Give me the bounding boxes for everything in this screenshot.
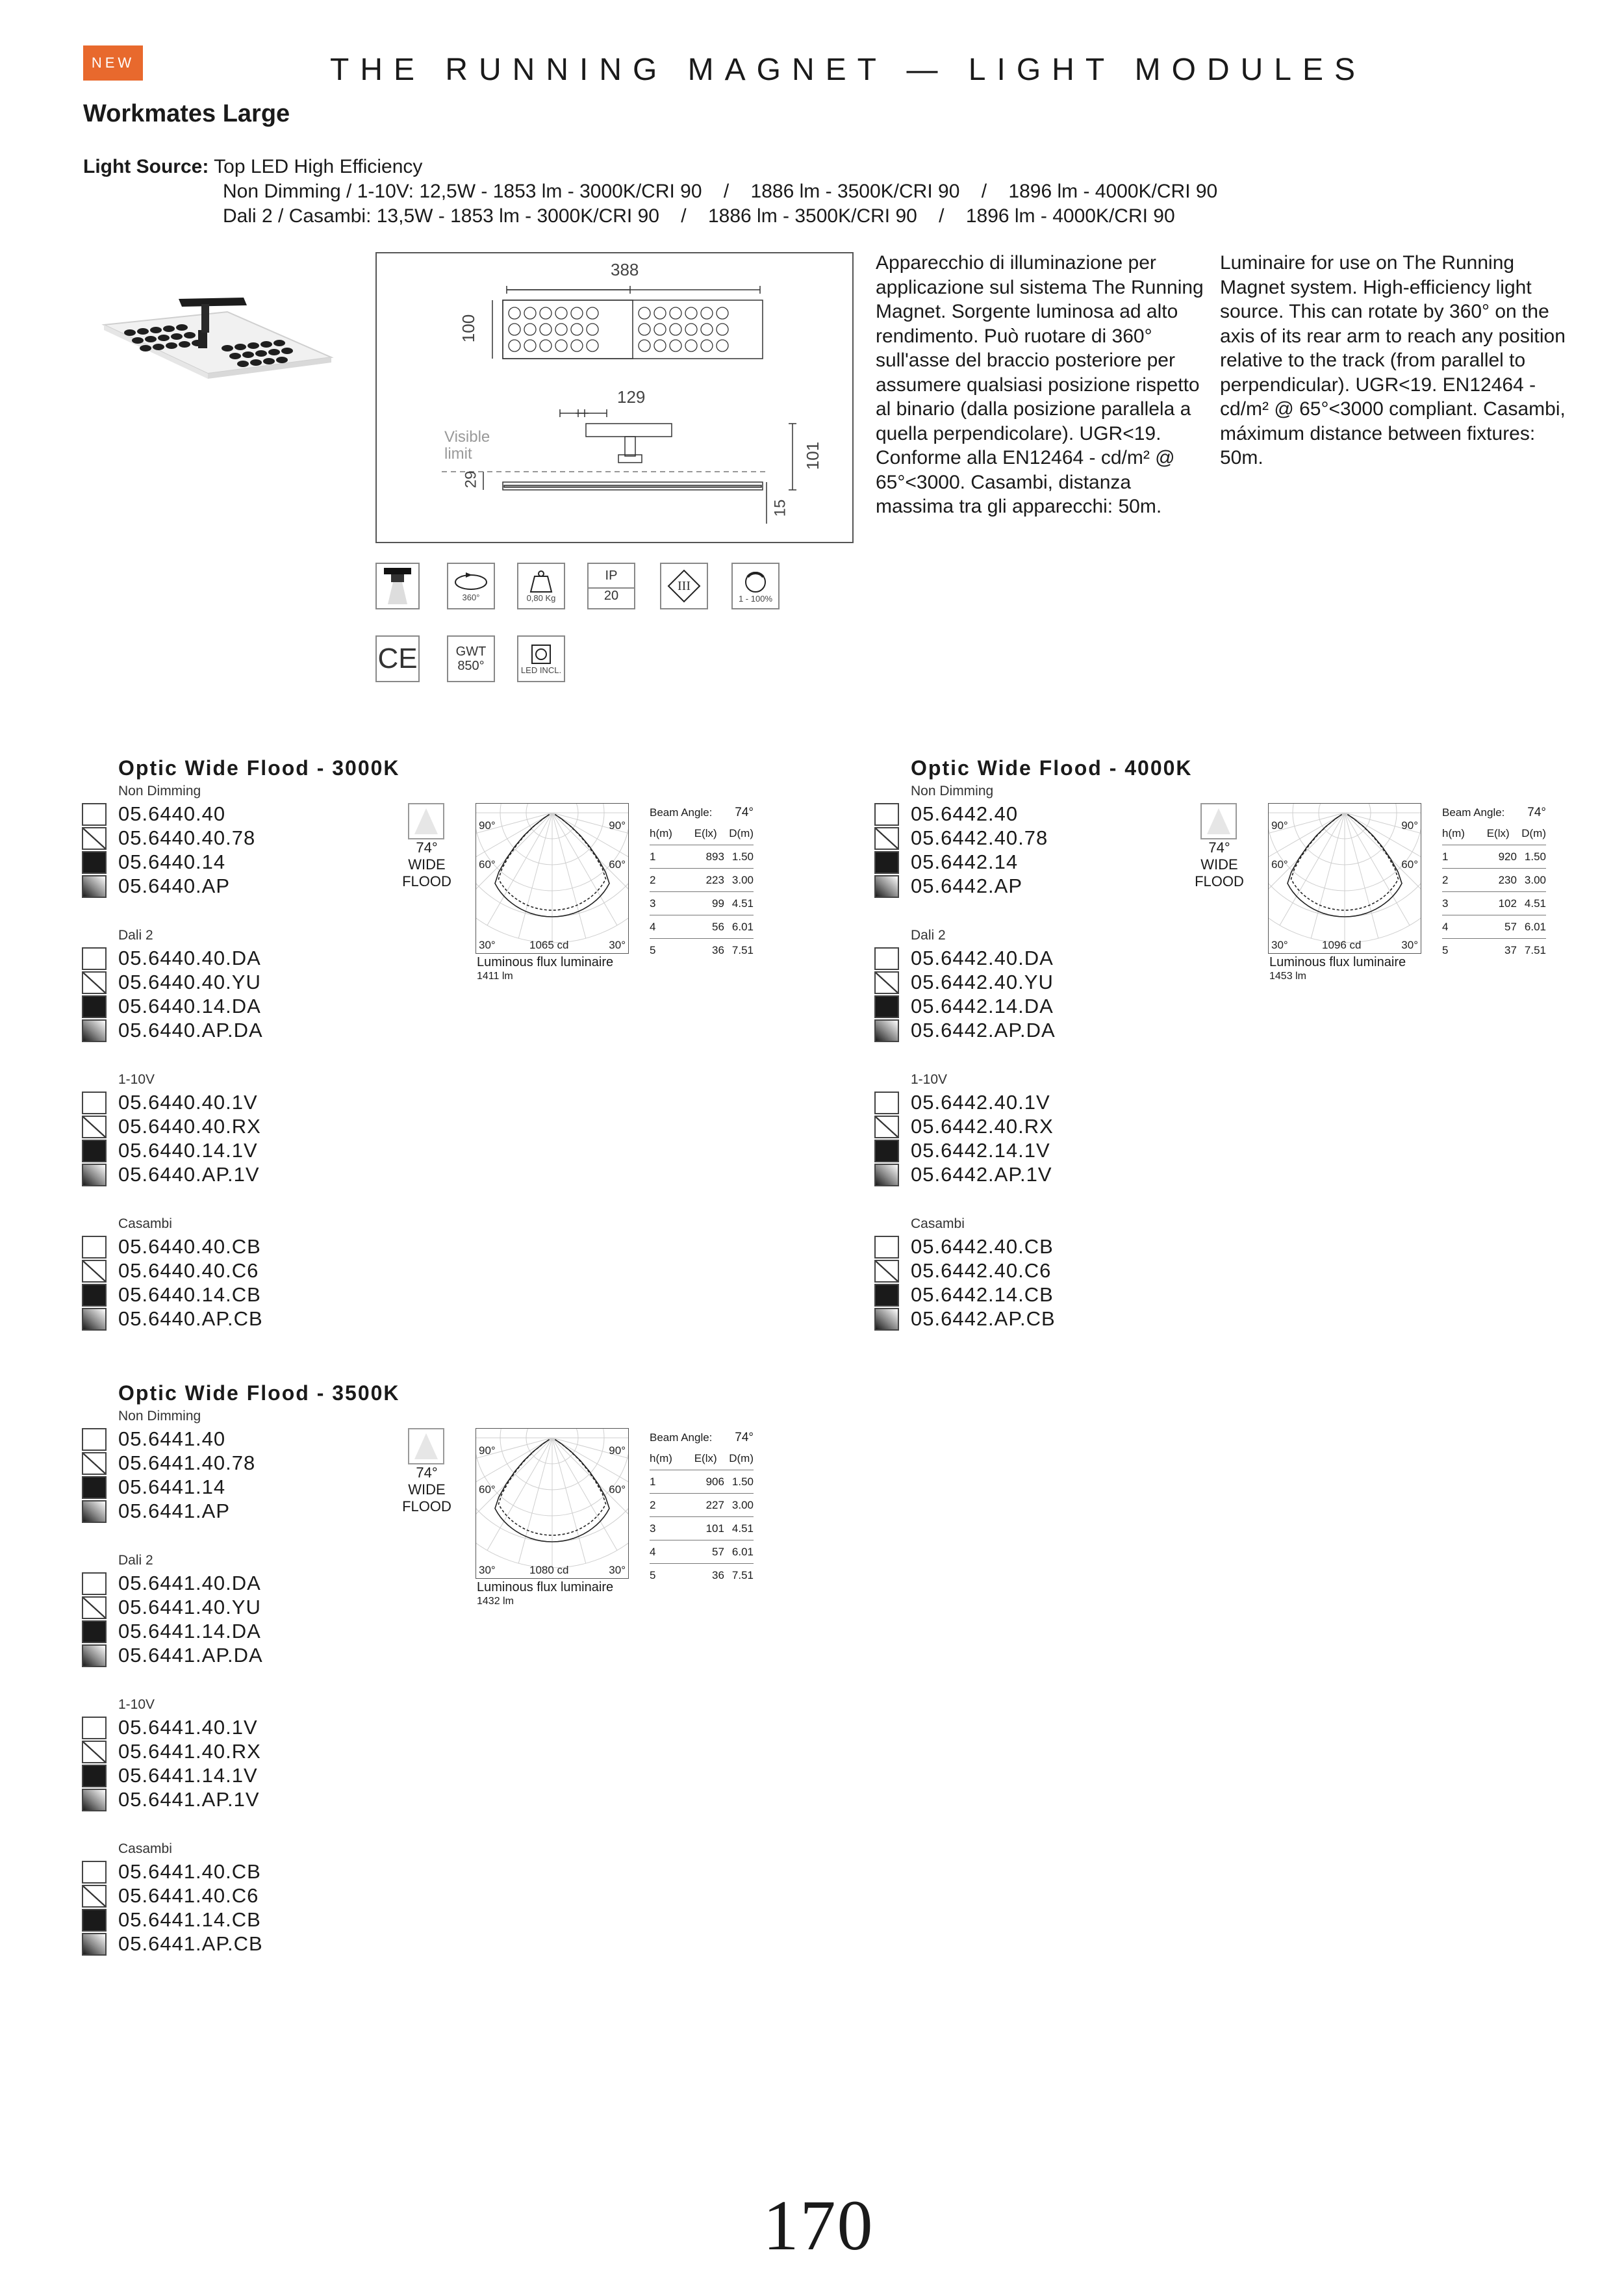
light-source-line-3: Dali 2 / Casambi: 13,5W - 1853 lm - 3000K/CRI 90 / 1886 lm - 3500K/CRI 90 / 1896 lm - 4000K/CRI 90 — [223, 205, 1175, 227]
visible-limit-label: Visible limit — [444, 428, 490, 463]
dimming-icon: 1 - 100% — [731, 563, 780, 609]
polar-diagram: 90° 90° 60° 60° 30° 30° 1065 cd — [476, 803, 629, 954]
table-cell: 4 — [650, 1540, 687, 1564]
group-label: Non Dimming — [118, 1409, 201, 1424]
product-code: 05.6442.40.RX — [911, 1115, 1054, 1138]
table-cell: E(lx) — [687, 823, 724, 845]
finish-swatch-diagonal — [874, 827, 899, 850]
finish-swatch-black — [82, 1909, 107, 1932]
finish-swatch-black — [874, 995, 899, 1018]
product-code: 05.6440.40.78 — [118, 826, 256, 849]
table-cell: D(m) — [724, 1448, 754, 1470]
gwt-icon: GWT 850° — [447, 635, 495, 682]
photometric-table — [650, 803, 754, 962]
product-code: 05.6440.14.DA — [118, 995, 261, 1017]
peak-intensity: 1065 cd — [529, 939, 569, 951]
finish-swatch-black — [874, 1140, 899, 1162]
product-code: 05.6440.14 — [118, 850, 226, 873]
dim-15: 15 — [771, 499, 789, 517]
finish-swatch-gradient — [82, 1164, 107, 1186]
product-code: 05.6442.14 — [911, 850, 1019, 873]
group-label: Non Dimming — [911, 784, 994, 798]
ip-label: IP — [605, 568, 618, 583]
finish-swatch-black — [82, 995, 107, 1018]
finish-swatch-gradient — [82, 1019, 107, 1042]
table-cell: 1 — [650, 1470, 687, 1494]
table-cell: D(m) — [1517, 823, 1546, 845]
product-code: 05.6440.40.C6 — [118, 1259, 259, 1282]
led-included-icon: LED INCL. — [517, 635, 565, 682]
beam-angle-icon — [408, 803, 444, 839]
table-cell: 3.00 — [1517, 869, 1546, 892]
product-code: 05.6441.14.DA — [118, 1620, 261, 1642]
table-cell: 74° — [735, 1431, 754, 1444]
finish-swatch-diagonal — [82, 1260, 107, 1283]
peak-intensity: 1080 cd — [529, 1564, 569, 1576]
page-title: THE RUNNING MAGNET — LIGHT MODULES — [330, 53, 1366, 87]
description-english: Luminaire for use on The Running Magnet system. High-efficiency light source. This can rotate by 360° on the axis of its rear arm to reach any position relative to the track (from parallel to perpendicular). UGR<19. EN12464 - cd/m² @ 65°<3000 compliant. Casambi, máximum distance between fixtures: 50m. — [1220, 252, 1566, 468]
finish-swatch-white — [82, 1236, 107, 1258]
table-cell: 101 — [687, 1517, 724, 1540]
finish-swatch-gradient — [82, 1789, 107, 1811]
product-code: 05.6440.40.1V — [118, 1091, 258, 1114]
table-cell: 223 — [687, 869, 724, 892]
dim-arm: 129 — [617, 387, 646, 407]
group-label: Dali 2 — [118, 928, 153, 943]
product-code: 05.6440.AP — [118, 875, 231, 897]
product-code: 05.6442.AP — [911, 875, 1023, 897]
finish-swatch-black — [82, 1765, 107, 1787]
beam-angle-text: 74° WIDE FLOOD — [1195, 839, 1244, 889]
table-cell: 5 — [650, 1568, 656, 1581]
table-cell: 4 — [1442, 915, 1479, 939]
new-badge: NEW — [83, 45, 143, 81]
dim-width: 388 — [611, 260, 639, 279]
table-cell: 4.51 — [724, 892, 754, 915]
finish-swatch-diagonal — [874, 971, 899, 994]
finish-swatch-diagonal — [82, 971, 107, 994]
flux-value: 1453 lm — [1269, 971, 1306, 982]
flux-value: 1432 lm — [477, 1596, 514, 1607]
table-cell: 6.01 — [724, 1540, 754, 1564]
product-code: 05.6441.14 — [118, 1476, 226, 1498]
finish-swatch-diagonal — [82, 1741, 107, 1763]
finish-swatch-diagonal — [82, 1116, 107, 1138]
product-code: 05.6441.AP — [118, 1500, 231, 1522]
finish-swatch-black — [874, 1284, 899, 1307]
beam-angle-text: 74° WIDE FLOOD — [402, 839, 451, 889]
section-title: Optic Wide Flood - 4000K — [911, 756, 1193, 780]
group-label: Casambi — [118, 1841, 172, 1856]
table-cell: 3.00 — [724, 1494, 754, 1517]
finish-swatch-diagonal — [82, 1885, 107, 1908]
table-cell: 56 — [687, 915, 724, 939]
product-code: 05.6442.14.CB — [911, 1283, 1054, 1306]
light-source-label: Light Source: — [83, 156, 209, 177]
group-label: 1-10V — [118, 1072, 155, 1087]
polar-diagram: 90° 90° 60° 60° 30° 30° 1080 cd — [476, 1428, 629, 1579]
product-code: 05.6441.AP.DA — [118, 1644, 263, 1667]
product-code: 05.6442.14.DA — [911, 995, 1054, 1017]
finish-swatch-black — [82, 1284, 107, 1307]
page-number: 170 — [763, 2186, 874, 2265]
finish-swatch-gradient — [874, 1019, 899, 1042]
table-cell: 7.51 — [731, 943, 754, 956]
table-cell: Beam Angle: — [1442, 806, 1505, 819]
finish-swatch-black — [82, 851, 107, 874]
finish-swatch-black — [874, 851, 899, 874]
product-code: 05.6441.40.78 — [118, 1451, 256, 1474]
photometric-table — [650, 1428, 754, 1587]
product-code: 05.6442.AP.CB — [911, 1307, 1056, 1330]
product-code: 05.6440.14.1V — [118, 1139, 258, 1162]
light-source-line-1 — [83, 155, 422, 179]
table-cell: 1 — [1442, 845, 1479, 869]
finish-swatch-white — [82, 1572, 107, 1595]
product-code: 05.6441.40.CB — [118, 1860, 261, 1883]
product-code: 05.6442.40.CB — [911, 1235, 1054, 1258]
table-cell: 5 — [1442, 943, 1449, 956]
table-cell: 3 — [650, 892, 687, 915]
table-cell: 227 — [687, 1494, 724, 1517]
finish-swatch-white — [874, 1092, 899, 1114]
product-code: 05.6442.AP.1V — [911, 1163, 1052, 1186]
table-cell: Beam Angle: — [650, 806, 713, 819]
beam-angle-icon — [1200, 803, 1237, 839]
group-label: Casambi — [118, 1216, 172, 1231]
table-cell: Beam Angle: — [650, 1431, 713, 1444]
table-cell: 230 — [1479, 869, 1516, 892]
product-name: Workmates Large — [83, 100, 290, 127]
product-code: 05.6442.14.1V — [911, 1139, 1050, 1162]
finish-swatch-gradient — [874, 1164, 899, 1186]
rotation-icon: 360° — [447, 563, 495, 609]
table-cell: 920 — [1479, 845, 1516, 869]
table-cell: 57 — [1479, 915, 1516, 939]
track-mount-icon — [375, 563, 420, 609]
table-cell: 893 — [687, 845, 724, 869]
table-cell: 36 — [712, 943, 724, 956]
finish-swatch-white — [82, 1092, 107, 1114]
table-cell: 57 — [687, 1540, 724, 1564]
finish-swatch-diagonal — [82, 1452, 107, 1475]
peak-intensity: 1096 cd — [1322, 939, 1362, 951]
table-cell: 6.01 — [1517, 915, 1546, 939]
product-code: 05.6441.14.CB — [118, 1908, 261, 1931]
product-code: 05.6442.40.1V — [911, 1091, 1050, 1114]
finish-swatch-gradient — [874, 1308, 899, 1331]
drawing-lines — [377, 253, 852, 542]
product-code: 05.6441.40 — [118, 1427, 226, 1450]
class-iii-icon: III — [660, 563, 708, 609]
table-cell: E(lx) — [1479, 823, 1516, 845]
light-source-type: Top LED High Efficiency — [214, 156, 423, 177]
table-cell: 74° — [735, 806, 754, 819]
table-cell: E(lx) — [687, 1448, 724, 1470]
finish-swatch-black — [82, 1476, 107, 1499]
product-code: 05.6440.40.YU — [118, 971, 261, 993]
table-cell: 4 — [650, 915, 687, 939]
product-code: 05.6441.40.1V — [118, 1716, 258, 1739]
finish-swatch-diagonal — [874, 1260, 899, 1283]
product-code: 05.6442.40.YU — [911, 971, 1054, 993]
flux-label: Luminous flux luminaire — [477, 1580, 614, 1594]
finish-swatch-diagonal — [874, 1116, 899, 1138]
table-cell: 906 — [687, 1470, 724, 1494]
table-cell: 5 — [650, 943, 656, 956]
table-cell: h(m) — [650, 1448, 687, 1470]
product-code: 05.6442.40.C6 — [911, 1259, 1052, 1282]
product-code: 05.6441.AP.1V — [118, 1788, 260, 1811]
group-label: Dali 2 — [911, 928, 946, 943]
product-photo — [91, 286, 338, 403]
product-code: 05.6441.40.RX — [118, 1740, 261, 1763]
table-cell: h(m) — [1442, 823, 1479, 845]
finish-swatch-gradient — [82, 1500, 107, 1523]
table-cell: 2 — [650, 869, 687, 892]
finish-swatch-gradient — [82, 1644, 107, 1667]
finish-swatch-diagonal — [82, 1596, 107, 1619]
product-code: 05.6440.14.CB — [118, 1283, 261, 1306]
product-code: 05.6440.40.CB — [118, 1235, 261, 1258]
table-cell: 74° — [1527, 806, 1546, 819]
table-cell: 7.51 — [731, 1568, 754, 1581]
product-code: 05.6442.AP.DA — [911, 1019, 1056, 1041]
group-label: Non Dimming — [118, 784, 201, 798]
group-label: Casambi — [911, 1216, 965, 1231]
finish-swatch-diagonal — [82, 827, 107, 850]
table-cell: D(m) — [724, 823, 754, 845]
finish-swatch-white — [82, 1428, 107, 1451]
table-cell: 3 — [650, 1517, 687, 1540]
finish-swatch-white — [82, 947, 107, 970]
photometric-table — [1442, 803, 1546, 962]
finish-swatch-gradient — [82, 1308, 107, 1331]
polar-diagram: 90° 90° 60° 60° 30° 30° 1096 cd — [1268, 803, 1421, 954]
table-cell: 37 — [1504, 943, 1517, 956]
product-code: 05.6442.40.DA — [911, 947, 1054, 969]
product-code: 05.6441.AP.CB — [118, 1932, 263, 1955]
finish-swatch-white — [82, 1861, 107, 1884]
finish-swatch-gradient — [82, 875, 107, 898]
finish-swatch-gradient — [874, 875, 899, 898]
flux-label: Luminous flux luminaire — [477, 955, 614, 969]
finish-swatch-black — [82, 1620, 107, 1643]
table-cell: 1.50 — [724, 845, 754, 869]
group-label: Dali 2 — [118, 1553, 153, 1568]
table-cell: 7.51 — [1524, 943, 1546, 956]
section-title: Optic Wide Flood - 3500K — [118, 1381, 400, 1405]
ce-mark-icon: CE — [375, 635, 420, 682]
table-cell: 2 — [650, 1494, 687, 1517]
ip-rating-icon — [587, 563, 635, 609]
table-cell: 102 — [1479, 892, 1516, 915]
product-code: 05.6440.40 — [118, 802, 226, 825]
dim-total: 101 — [803, 441, 823, 470]
table-cell: 99 — [687, 892, 724, 915]
ip-value: 20 — [589, 587, 634, 604]
table-cell: 3 — [1442, 892, 1479, 915]
light-source-line-2: Non Dimming / 1-10V: 12,5W - 1853 lm - 3000K/CRI 90 / 1886 lm - 3500K/CRI 90 / 1896 lm - 4000K/CRI 90 — [223, 181, 1218, 202]
table-cell: 2 — [1442, 869, 1479, 892]
product-code: 05.6440.40.RX — [118, 1115, 261, 1138]
flux-label: Luminous flux luminaire — [1269, 955, 1406, 969]
finish-swatch-white — [874, 1236, 899, 1258]
beam-angle-icon — [408, 1428, 444, 1464]
beam-angle-text: 74° WIDE FLOOD — [402, 1464, 451, 1514]
product-code: 05.6441.40.DA — [118, 1572, 261, 1594]
finish-swatch-white — [82, 1717, 107, 1739]
product-code: 05.6441.14.1V — [118, 1764, 258, 1787]
group-label: 1-10V — [118, 1697, 155, 1712]
table-cell: 6.01 — [724, 915, 754, 939]
technical-drawing — [375, 252, 854, 543]
product-code: 05.6440.AP.1V — [118, 1163, 260, 1186]
flux-value: 1411 lm — [477, 971, 513, 982]
table-cell: 36 — [712, 1568, 724, 1581]
product-code: 05.6440.AP.CB — [118, 1307, 263, 1330]
section-title: Optic Wide Flood - 3000K — [118, 756, 400, 780]
dim-base: 29 — [462, 470, 480, 489]
finish-swatch-white — [82, 803, 107, 826]
product-code: 05.6442.40.78 — [911, 826, 1048, 849]
table-cell: 4.51 — [724, 1517, 754, 1540]
dim-height: 100 — [459, 314, 479, 343]
product-code: 05.6441.40.C6 — [118, 1884, 259, 1907]
product-code: 05.6442.40 — [911, 802, 1019, 825]
group-label: 1-10V — [911, 1072, 948, 1087]
table-cell: 1 — [650, 845, 687, 869]
product-code: 05.6440.40.DA — [118, 947, 261, 969]
table-cell: 3.00 — [724, 869, 754, 892]
finish-swatch-gradient — [82, 1933, 107, 1956]
description-italian: Apparecchio di illuminazione per applicazione sul sistema The Running Magnet. Sorgente luminosa ad alto rendimento. Può ruotare di 360° sull'asse del braccio posteriore per assumere qualsiasi posizione rispetto al binario (dalla posizione parallela a quella perpendicolare). UGR<19. Conforme alla EN12464 - cd/m² @ 65°<3000. Casambi, distanza massima tra gli apparecchi: 50m. — [876, 252, 1204, 517]
finish-swatch-white — [874, 803, 899, 826]
finish-swatch-white — [874, 947, 899, 970]
table-cell: h(m) — [650, 823, 687, 845]
table-cell: 1.50 — [724, 1470, 754, 1494]
product-code: 05.6441.40.YU — [118, 1596, 261, 1618]
product-code: 05.6440.AP.DA — [118, 1019, 263, 1041]
weight-icon: 0,80 Kg — [517, 563, 565, 609]
table-cell: 1.50 — [1517, 845, 1546, 869]
finish-swatch-black — [82, 1140, 107, 1162]
table-cell: 4.51 — [1517, 892, 1546, 915]
